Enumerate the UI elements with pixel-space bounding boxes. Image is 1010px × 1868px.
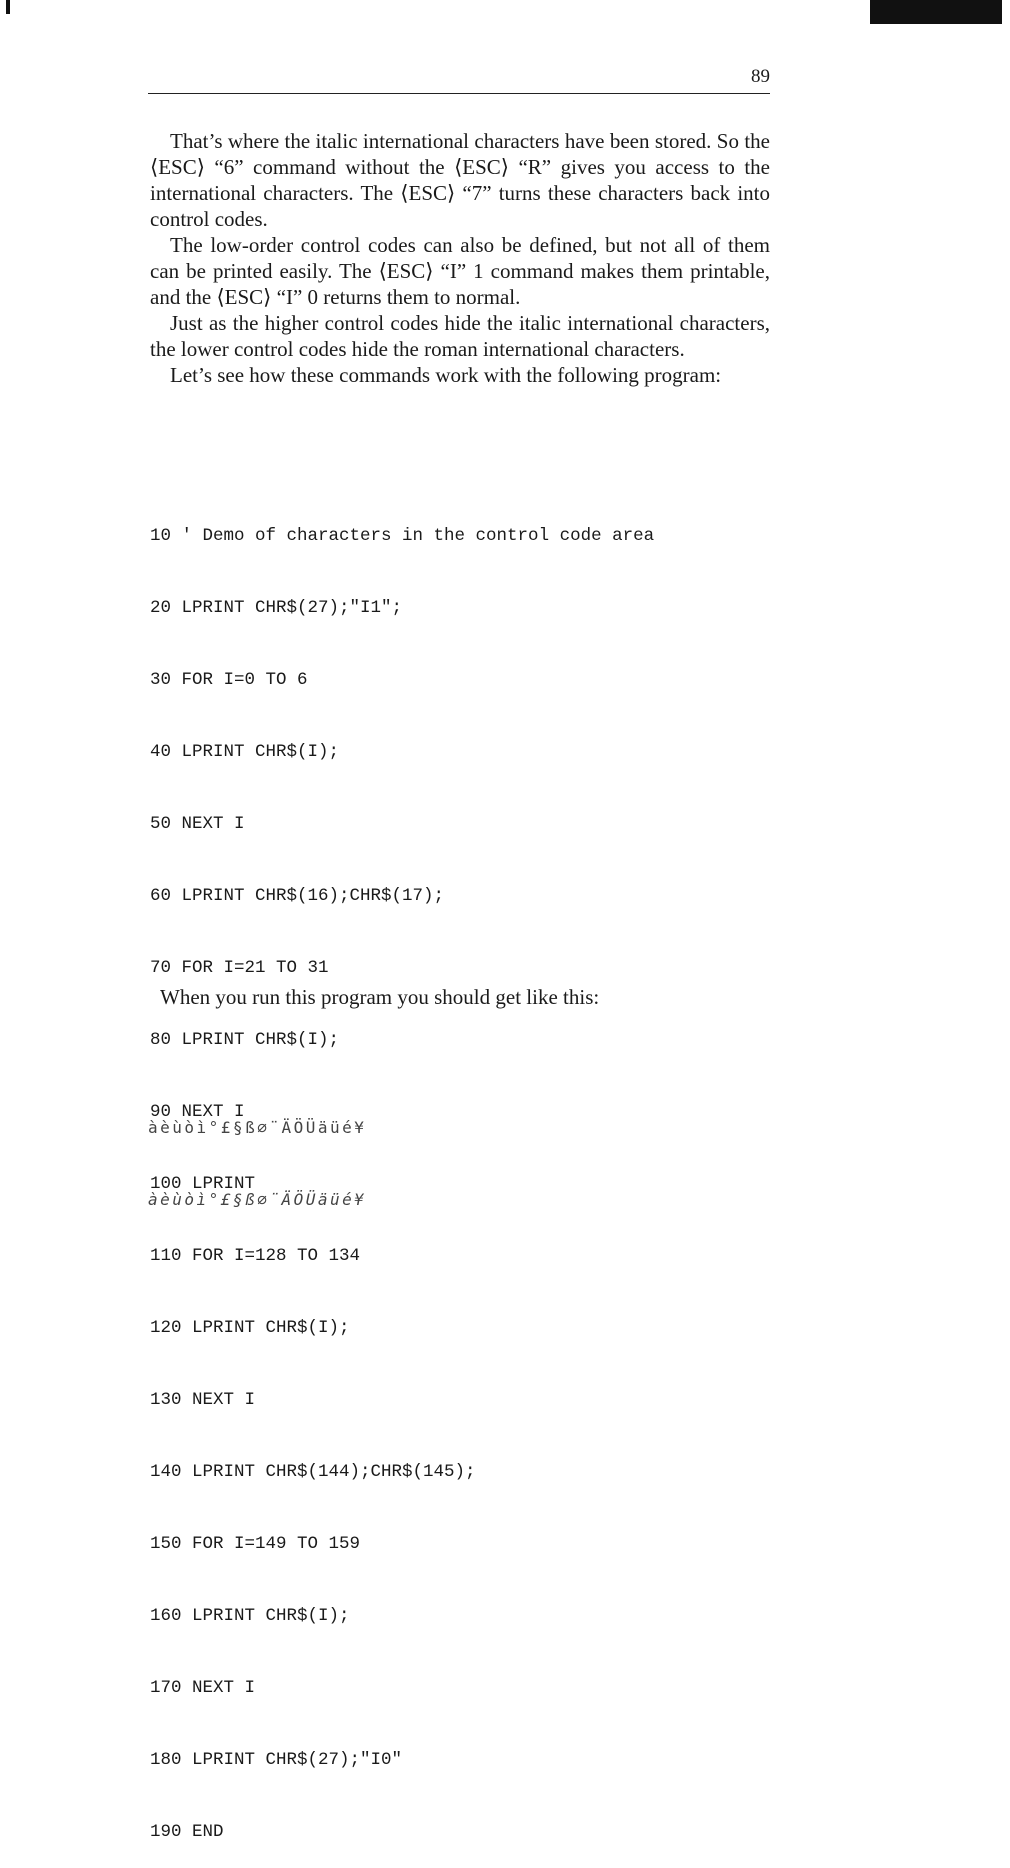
code-line: 10 ' Demo of characters in the control code area [150,526,655,546]
printer-sample-output [148,1068,548,1236]
code-line: 60 LPRINT CHR$(16);CHR$(17); [150,886,445,906]
code-line: 170 NEXT I [150,1678,256,1698]
code-line: 140 LPRINT CHR$(144);CHR$(145); [150,1462,476,1482]
page-number: 89 [751,66,770,87]
code-line: 180 LPRINT CHR$(27);"I0" [150,1750,403,1770]
code-line: 40 LPRINT CHR$(I); [150,742,340,762]
roman-output-row: àèùòì°£§ß∅¨ÄÖÜäüé¥ [148,1118,367,1137]
code-line: 90 NEXT I [150,1102,245,1122]
paragraph-program-intro: Let’s see how these commands work with the following program: [170,363,722,387]
italic-output-row: àèùòì°£§ß∅¨ÄÖÜäüé¥ [148,1190,367,1209]
corner-scan-mark [870,0,1002,24]
code-line: 80 LPRINT CHR$(I); [150,1030,340,1050]
paragraph-roman-characters: Just as the higher control codes hide the italic international characters, the lower control codes hide the roman international characters. [150,311,770,361]
code-line: 20 LPRINT CHR$(27);"I1"; [150,598,403,618]
code-line: 100 LPRINT [150,1174,256,1194]
code-line: 130 NEXT I [150,1390,256,1410]
paragraph-italic-characters: That’s where the italic international characters have been stored. So the ⟨ESC⟩ “6” command without the ⟨ESC⟩ “R” gives you access to the international characters. The ⟨ESC⟩ “7” turns these characters back into control codes. [150,129,770,231]
code-line: 150 FOR I=149 TO 159 [150,1534,361,1554]
header-rule [148,93,770,94]
body-text [150,128,770,388]
code-line: 160 LPRINT CHR$(I); [150,1606,350,1626]
code-line: 70 FOR I=21 TO 31 [150,958,329,978]
code-line: 120 LPRINT CHR$(I); [150,1318,350,1338]
code-line: 50 NEXT I [150,814,245,834]
code-line: 30 FOR I=0 TO 6 [150,670,308,690]
run-result-text: When you run this program you should get like this: [160,985,600,1009]
code-line: 110 FOR I=128 TO 134 [150,1246,361,1266]
code-line: 190 END [150,1822,224,1842]
left-scan-mark [6,0,10,14]
paragraph-low-order-codes: The low-order control codes can also be defined, but not all of them can be printed easily. The ⟨ESC⟩ “I” 1 command makes them printable, and the ⟨ESC⟩ “I” 0 returns them to normal. [150,233,770,309]
